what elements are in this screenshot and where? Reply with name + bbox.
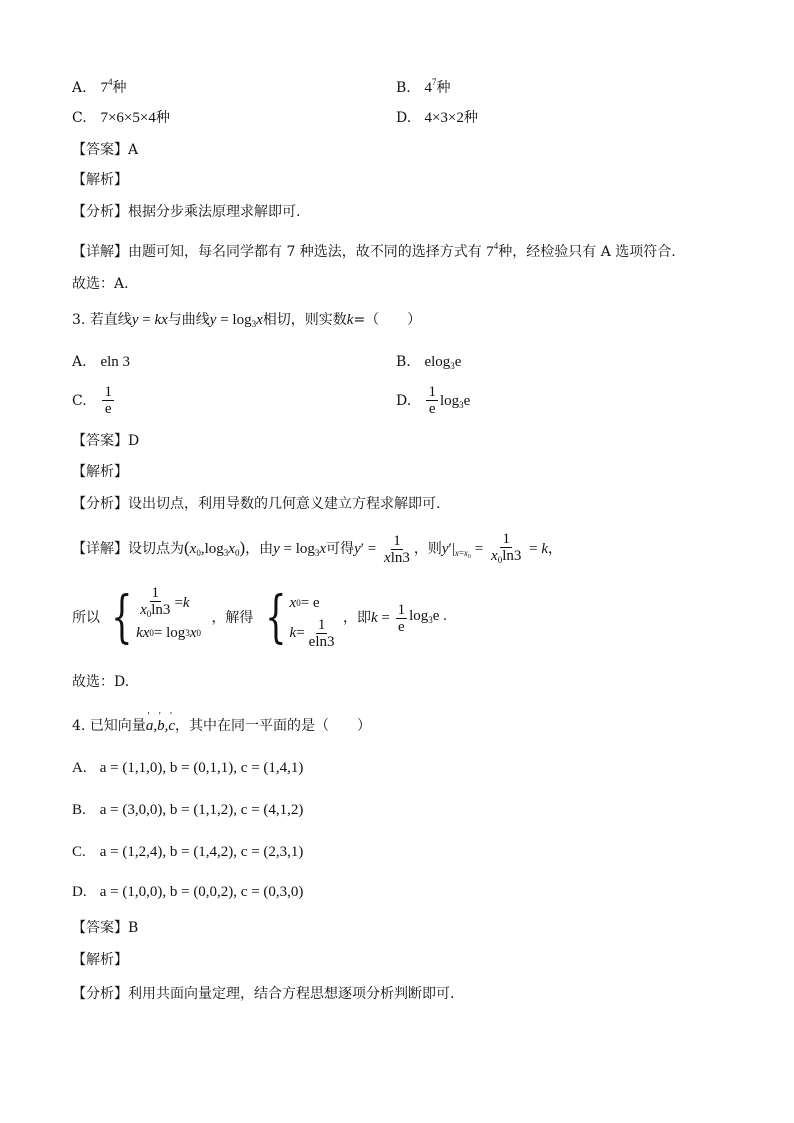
detail-line: 【详解】由题可知，每名同学都有 7 种选法，故不同的选择方式有 $7^4$种，经检验只有 A 选项符合. (72, 241, 676, 260)
q4-option-a: A. a = (1,1,0), b = (0,1,1), c = (1,4,1) (72, 760, 304, 776)
jiexi-heading: 【解析】 (72, 172, 128, 188)
choice-line: 故选：A. (72, 276, 129, 292)
analysis-line: 【分析】根据分步乘法原理求解即可. (72, 204, 301, 220)
q3-jiexi-heading: 【解析】 (72, 464, 128, 480)
q3-answer-line: 【答案】D (72, 433, 140, 449)
q3-option-d: D. $\frac{1}{e}$ $\log_3e$ (396, 384, 471, 417)
option-b: B. $4^7$种 (396, 77, 451, 96)
q4-option-c: C. a = (1,2,4), b = (1,4,2), c = (2,3,1) (72, 844, 304, 860)
q4-answer-line: 【答案】B (72, 920, 139, 936)
q3-option-b: B. elog$_3$e (396, 354, 462, 371)
equation-system-2: { x 0 = e k = $\frac{1}{eln3}$ (265, 585, 335, 650)
q4-option-b: B. a = (3,0,0), b = (1,1,2), c = (4,1,2) (72, 802, 304, 818)
q3-option-c: C. $\frac{1}{e}$ (72, 384, 112, 417)
option-a: A. $7^4$种 (72, 77, 127, 96)
q3-choice-line: 故选：D. (72, 674, 130, 690)
q4-analysis-line: 【分析】利用共面向量定理，结合方程思想逐项分析判断即可. (72, 986, 455, 1002)
q3-system-line: 所以 { $\frac{1}{x_0\ln 3}$ = k kx 0 = log 3 x 0 ，解得 { x 0 = e k = $\frac{1}{eln3}$ ，即k = $\frac{1}{e}$ $\log_3e$ . (72, 584, 447, 650)
q4-jiexi-heading: 【解析】 (72, 952, 128, 968)
q3-option-a: A. eln 3 (72, 354, 131, 370)
answer-line: 【答案】A (72, 142, 139, 158)
option-d: D. 4×3×2种 (396, 110, 478, 126)
question-3-stem: 3. 若直线y = kx与曲线$y = \log_3x$相切，则实数k=（ ） (72, 312, 422, 329)
question-4-stem: 4. 已知向量' a,' b,' c，其中在同一平面的是（ ） (72, 716, 371, 736)
option-c: C. 7×6×5×4种 (72, 110, 170, 126)
q3-detail-line: 【详解】设切点为$(x_0,\log_3x_0)$，由$y = \log_3x$可得y′ = $\frac{1}{xln3}$ ，则$y'|_{x=x_0}$ = $\frac{1}{x_0\ln 3}$ = k， (72, 530, 562, 566)
equation-system-1: { $\frac{1}{x_0\ln 3}$ = k kx 0 = log 3 x 0 (111, 584, 201, 650)
q3-analysis-line: 【分析】设出切点，利用导数的几何意义建立方程求解即可. (72, 496, 441, 512)
q4-option-d: D. a = (1,0,0), b = (0,0,2), c = (0,3,0) (72, 884, 304, 900)
